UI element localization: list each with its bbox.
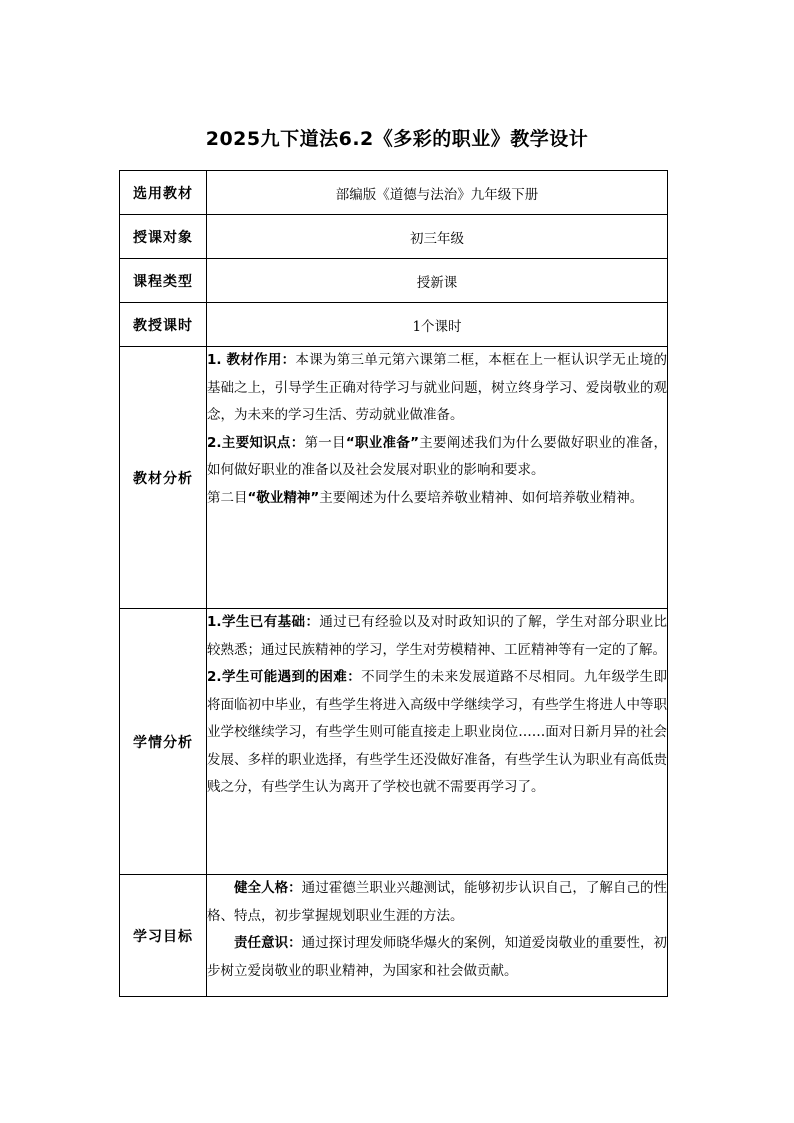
paragraph-heading: 1. 教材作用： <box>207 352 296 368</box>
row-value: 授新课 <box>207 259 668 303</box>
objectives-content <box>207 875 668 997</box>
table-row-material <box>120 171 668 215</box>
page-title: 2025九下道法6.2《多彩的职业》教学设计 <box>205 128 589 150</box>
paragraph <box>207 485 667 513</box>
paragraph-text: 通过探讨理发师晓华爆火的案例，知道爱岗敬业的重要性，初步树立爱岗敬业的职业精神，为国家和社会做贡献。 <box>207 935 668 979</box>
paragraph-text: 通过已有经验以及对时政知识的了解，学生对部分职业比较熟悉；通过民族精神的学习，学生对劳模精神、工匠精神等有一定的了解。 <box>207 614 667 658</box>
paragraph <box>207 875 667 930</box>
table-row-course-type <box>120 259 668 303</box>
paragraph-heading: 健全人格： <box>234 880 302 896</box>
paragraph-text: 通过霍德兰职业兴趣测试，能够初步认识自己，了解自己的性格、特点，初步掌握规划职业生涯的方法。 <box>207 880 668 924</box>
textbook-analysis-content <box>207 347 668 609</box>
row-label: 教授课时 <box>120 303 207 347</box>
row-label: 选用教材 <box>120 171 207 215</box>
row-label: 授课对象 <box>120 215 207 259</box>
paragraph-text: 本课为第三单元第六课第二框，本框在上一框认识学无止境的基础之上，引导学生正确对待学习与就业问题，树立终身学习、爱岗敬业的观念，为未来的学习生活、劳动就业做准备。 <box>207 352 667 423</box>
paragraph-text: 主要阐述为什么要培养敬业精神、如何培养敬业精神。 <box>319 489 644 506</box>
lesson-plan-table <box>119 170 668 997</box>
student-analysis-content <box>207 609 668 875</box>
quoted-term: “敬业精神” <box>247 489 320 506</box>
paragraph-text: 第二目 <box>207 489 248 506</box>
paragraph-heading: 2.学生可能遇到的困难： <box>207 669 362 685</box>
paragraph-text: 主要阐述我们为什么要做好职业的准备，如何做好职业的准备以及社会发展对职业的影响和要求。 <box>207 434 668 478</box>
row-value: 1个课时 <box>207 303 668 347</box>
paragraph-heading: 责任意识： <box>234 935 302 951</box>
table-row-objectives <box>120 875 668 997</box>
table-row-textbook-analysis <box>120 347 668 609</box>
table-row-student-analysis <box>120 609 668 875</box>
paragraph <box>207 930 667 985</box>
paragraph-heading: 1.学生已有基础： <box>207 614 320 630</box>
row-value: 部编版《道德与法治》九年级下册 <box>207 171 668 215</box>
table-row-audience <box>120 215 668 259</box>
table-row-hours <box>120 303 668 347</box>
row-label: 学情分析 <box>120 609 207 875</box>
paragraph <box>207 609 667 664</box>
paragraph <box>207 430 667 485</box>
paragraph-text: 第一目 <box>304 434 346 451</box>
paragraph-text: 不同学生的未来发展道路不尽相同。九年级学生即将面临初中毕业，有些学生将进入高级中学继续学习，有些学生将进人中等职业学校继续学习，有些学生则可能直接走上职业岗位……面对日新月异的社会发展、多样的职业选择，有些学生还没做好准备，有些学生认为职业有高低贵贱之分，有些学生认为离开了学校也就不需要再学习了。 <box>207 669 667 795</box>
row-label: 学习目标 <box>120 875 207 997</box>
paragraph <box>207 664 667 802</box>
quoted-term: “职业准备” <box>345 434 419 451</box>
paragraph <box>207 347 667 430</box>
row-label: 课程类型 <box>120 259 207 303</box>
row-label: 教材分析 <box>120 347 207 609</box>
paragraph-heading: 2.主要知识点： <box>207 434 305 451</box>
row-value: 初三年级 <box>207 215 668 259</box>
